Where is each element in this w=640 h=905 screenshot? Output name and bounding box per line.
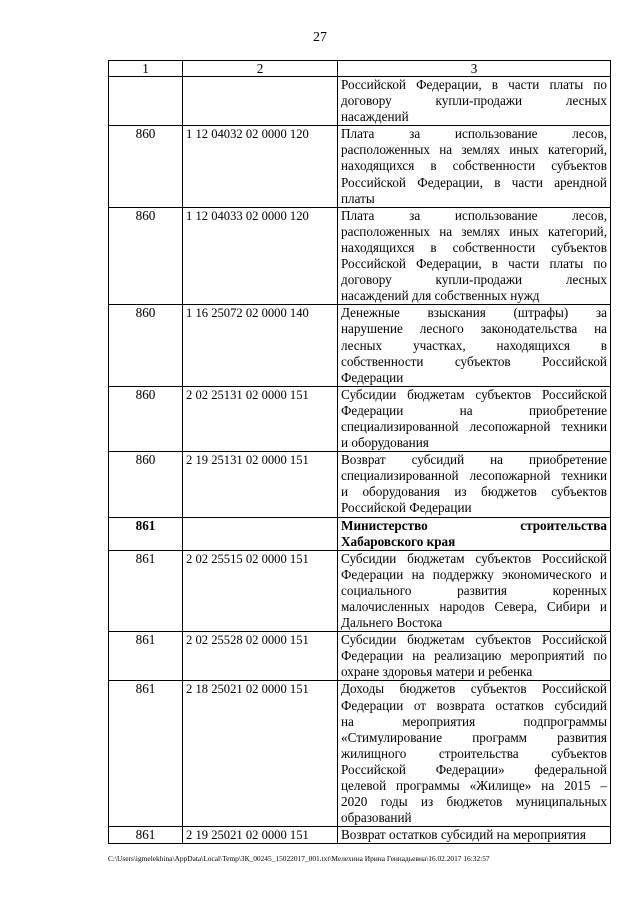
description-line: Российской Федерации» федеральной (341, 761, 607, 777)
admin-code-cell: 861 (109, 632, 183, 681)
header-col-3: 3 (338, 61, 611, 77)
revenue-name-cell (338, 386, 611, 451)
description-line: Федерации на реализацию мероприятий по (341, 648, 607, 664)
table-row (109, 827, 611, 844)
description-line: Российской Федерации (341, 500, 472, 516)
table-row (109, 517, 611, 550)
revenue-name-cell (338, 207, 611, 305)
description-line: Субсидии бюджетам субъектов Российской (341, 632, 607, 648)
kbk-code-cell: 2 02 25131 02 0000 151 (183, 386, 338, 451)
description-line: лесных участках, находящихся в (341, 337, 607, 353)
revenue-name-cell (338, 632, 611, 681)
description-line: и оборудования (341, 435, 429, 451)
table-row (109, 207, 611, 305)
description-line: Федерации от возврата остатков субсидий (341, 697, 607, 713)
admin-code-cell: 860 (109, 452, 183, 517)
description-line: специализированной лесопожарной техники (341, 468, 607, 484)
admin-code-cell: 861 (109, 550, 183, 631)
description-line: Субсидии бюджетам субъектов Российской (341, 550, 607, 566)
table-row (109, 452, 611, 517)
description-line: жилищного строительства субъектов (341, 745, 607, 761)
description-line: Дальнего Востока (341, 615, 443, 631)
description-line: Российской Федерации, в части арендной (341, 174, 607, 190)
admin-code-cell: 860 (109, 386, 183, 451)
revenue-name-cell (338, 452, 611, 517)
table-row (109, 77, 611, 126)
kbk-code-cell: 2 19 25131 02 0000 151 (183, 452, 338, 517)
description-line: «Стимулирование программ развития (341, 729, 607, 745)
description-line: образований (341, 810, 412, 826)
admin-code-cell: 860 (109, 126, 183, 207)
description-line: малочисленных народов Севера, Сибири и (341, 599, 607, 614)
revenue-name-cell (338, 305, 611, 386)
description-line: насаждений (341, 109, 409, 125)
admin-code-cell (109, 77, 183, 126)
kbk-code-cell: 2 19 25021 02 0000 151 (183, 827, 338, 844)
header-col-1: 1 (109, 61, 183, 77)
description-line: Плата за использование лесов, (341, 207, 607, 223)
revenue-name-cell (338, 517, 611, 550)
description-line: на мероприятия подпрограммы (341, 713, 607, 729)
description-line: находящихся в собственности субъектов (341, 158, 607, 174)
description-line: расположенных на землях иных категорий, (341, 142, 607, 158)
revenue-name-cell (338, 550, 611, 631)
description-line: платы (341, 190, 375, 206)
admin-code-cell: 860 (109, 305, 183, 386)
description-line: нарушение лесного законодательства на (341, 321, 607, 337)
description-line: насаждений для собственных нужд (341, 288, 540, 304)
description-line: Российской Федерации, в части платы по (341, 77, 607, 92)
description-line: Федерации на приобретение (341, 402, 607, 418)
description-line: собственности субъектов Российской (341, 353, 607, 369)
revenue-name-cell (338, 827, 611, 844)
kbk-code-cell: 1 12 04032 02 0000 120 (183, 126, 338, 207)
admin-code-cell: 861 (109, 681, 183, 827)
description-line: Федерации (341, 369, 404, 385)
kbk-code-cell: 1 12 04033 02 0000 120 (183, 207, 338, 305)
kbk-code-cell: 1 16 25072 02 0000 140 (183, 305, 338, 386)
kbk-code-cell: 2 18 25021 02 0000 151 (183, 681, 338, 827)
kbk-code-cell: 2 02 25528 02 0000 151 (183, 632, 338, 681)
file-path-footer: C:\Users\igmelekhina\AppData\Local\Temp\ЗК_00245_15022017_001.txt\Мелехина Ирина Геннадьевна\16.02.2017 16:32:57 (108, 854, 490, 863)
description-line: договору купли-продажи лесных (341, 272, 607, 288)
description-line: Плата за использование лесов, (341, 126, 607, 142)
description-line: Денежные взыскания (штрафы) за (341, 305, 607, 321)
table-row (109, 305, 611, 386)
header-col-2: 2 (183, 61, 338, 77)
description-line: социального развития коренных (341, 582, 607, 598)
description-line: Возврат остатков субсидий на мероприятия (341, 827, 586, 843)
table-row (109, 126, 611, 207)
admin-code-cell: 861 (109, 827, 183, 844)
admin-code-cell: 860 (109, 207, 183, 305)
description-line: охране здоровья матери и ребенка (341, 664, 533, 680)
description-line: находящихся в собственности субъектов (341, 239, 607, 255)
table-row (109, 550, 611, 631)
description-line: специализированной лесопожарной техники (341, 418, 607, 434)
description-line: Доходы бюджетов субъектов Российской (341, 681, 607, 697)
kbk-code-cell (183, 77, 338, 126)
budget-codes-table (108, 60, 611, 844)
page-number: 27 (313, 30, 327, 45)
description-line: договору купли-продажи лесных (341, 93, 607, 109)
kbk-code-cell (183, 517, 338, 550)
revenue-name-cell (338, 681, 611, 827)
description-line: Хабаровского края (341, 533, 456, 549)
table-header-row (109, 61, 611, 77)
description-line: Субсидии бюджетам субъектов Российской (341, 386, 607, 402)
description-line: Федерации на поддержку экономического и (341, 566, 607, 582)
table-row (109, 632, 611, 681)
description-line: целевой программы «Жилище» на 2015 – (341, 778, 607, 794)
description-line: расположенных на землях иных категорий, (341, 223, 607, 239)
description-line: Российской Федерации, в части платы по (341, 256, 607, 272)
revenue-name-cell (338, 126, 611, 207)
description-line: Возврат субсидий на приобретение (341, 452, 607, 468)
table-row (109, 681, 611, 827)
description-line: и оборудования из бюджетов субъектов (341, 484, 607, 500)
description-line: 2020 годы из бюджетов муниципальных (341, 794, 607, 810)
table-row (109, 386, 611, 451)
admin-code-cell: 861 (109, 517, 183, 550)
description-line: Министерство строительства (341, 517, 607, 533)
kbk-code-cell: 2 02 25515 02 0000 151 (183, 550, 338, 631)
revenue-name-cell (338, 77, 611, 126)
